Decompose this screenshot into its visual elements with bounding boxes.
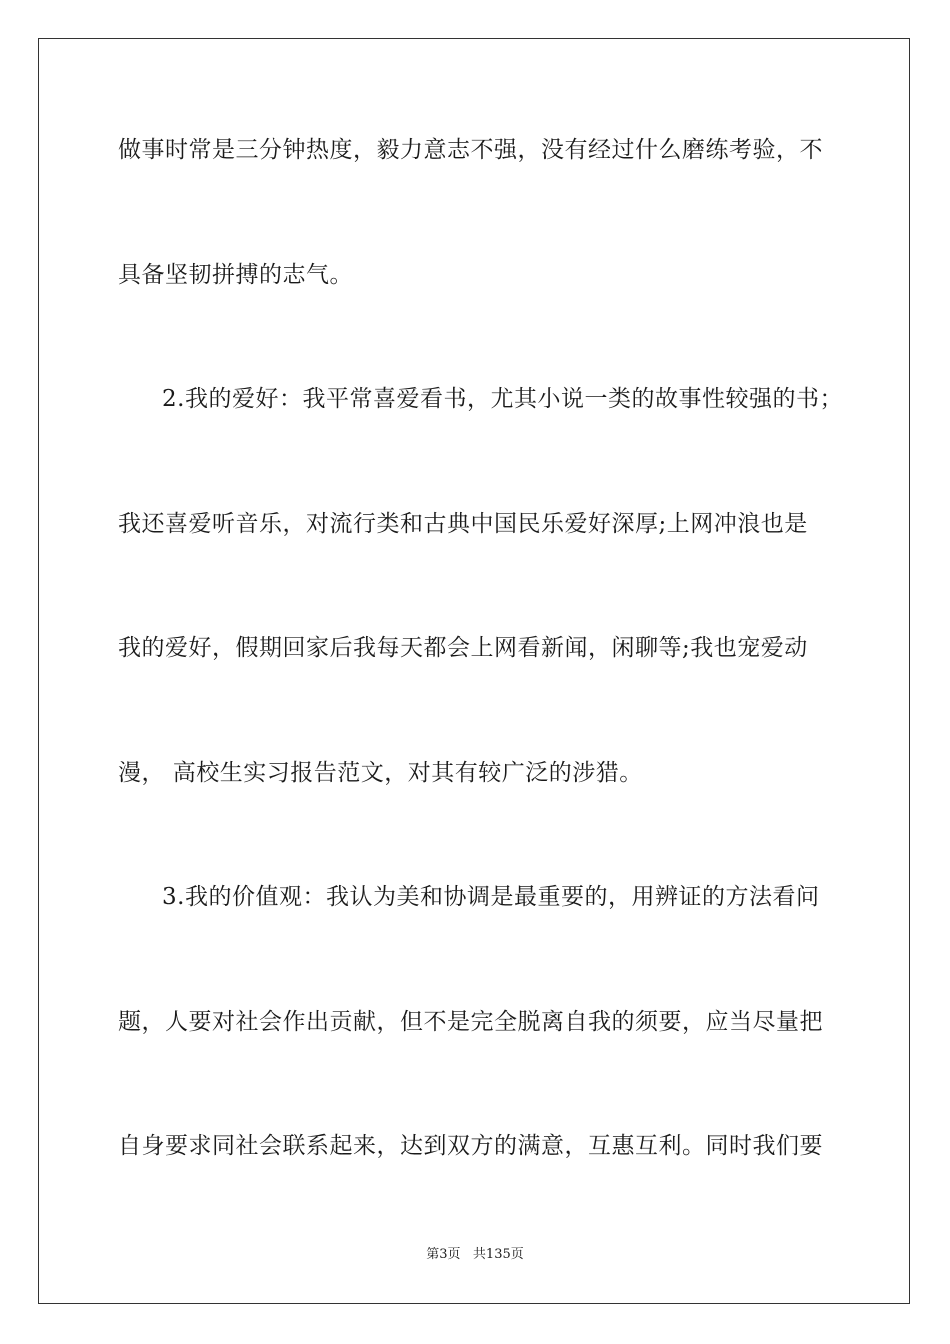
body-text-line: 题，人要对社会作出贡献，但不是完全脱离自我的须要，应当尽量把 <box>118 1009 823 1035</box>
page-footer <box>0 1247 950 1263</box>
body-text-line: 我的爱好，假期回家后我每天都会上网看新闻，闲聊等;我也宠爱动 <box>118 635 808 661</box>
page-total: 共135页 <box>472 1247 524 1262</box>
body-text-line: 具备坚韧拼搏的志气。 <box>118 262 353 288</box>
body-text-line: 自身要求同社会联系起来，达到双方的满意，互惠互利。同时我们要 <box>118 1133 823 1159</box>
body-text-line: 做事时常是三分钟热度，毅力意志不强，没有经过什么磨练考验，不 <box>118 137 823 163</box>
body-text-line: 漫， 高校生实习报告范文，对其有较广泛的涉猎。 <box>118 760 643 786</box>
body-text-line: 我还喜爱听音乐，对流行类和古典中国民乐爱好深厚;上网冲浪也是 <box>118 511 808 537</box>
page-number: 第3页 <box>426 1247 461 1262</box>
paragraph-3-first-line: 3.我的价值观：我认为美和协调是最重要的，用辨证的方法看问 <box>162 884 820 910</box>
paragraph-2-first-line: 2.我的爱好：我平常喜爱看书，尤其小说一类的故事性较强的书； <box>162 386 843 412</box>
page-border <box>38 38 910 1304</box>
